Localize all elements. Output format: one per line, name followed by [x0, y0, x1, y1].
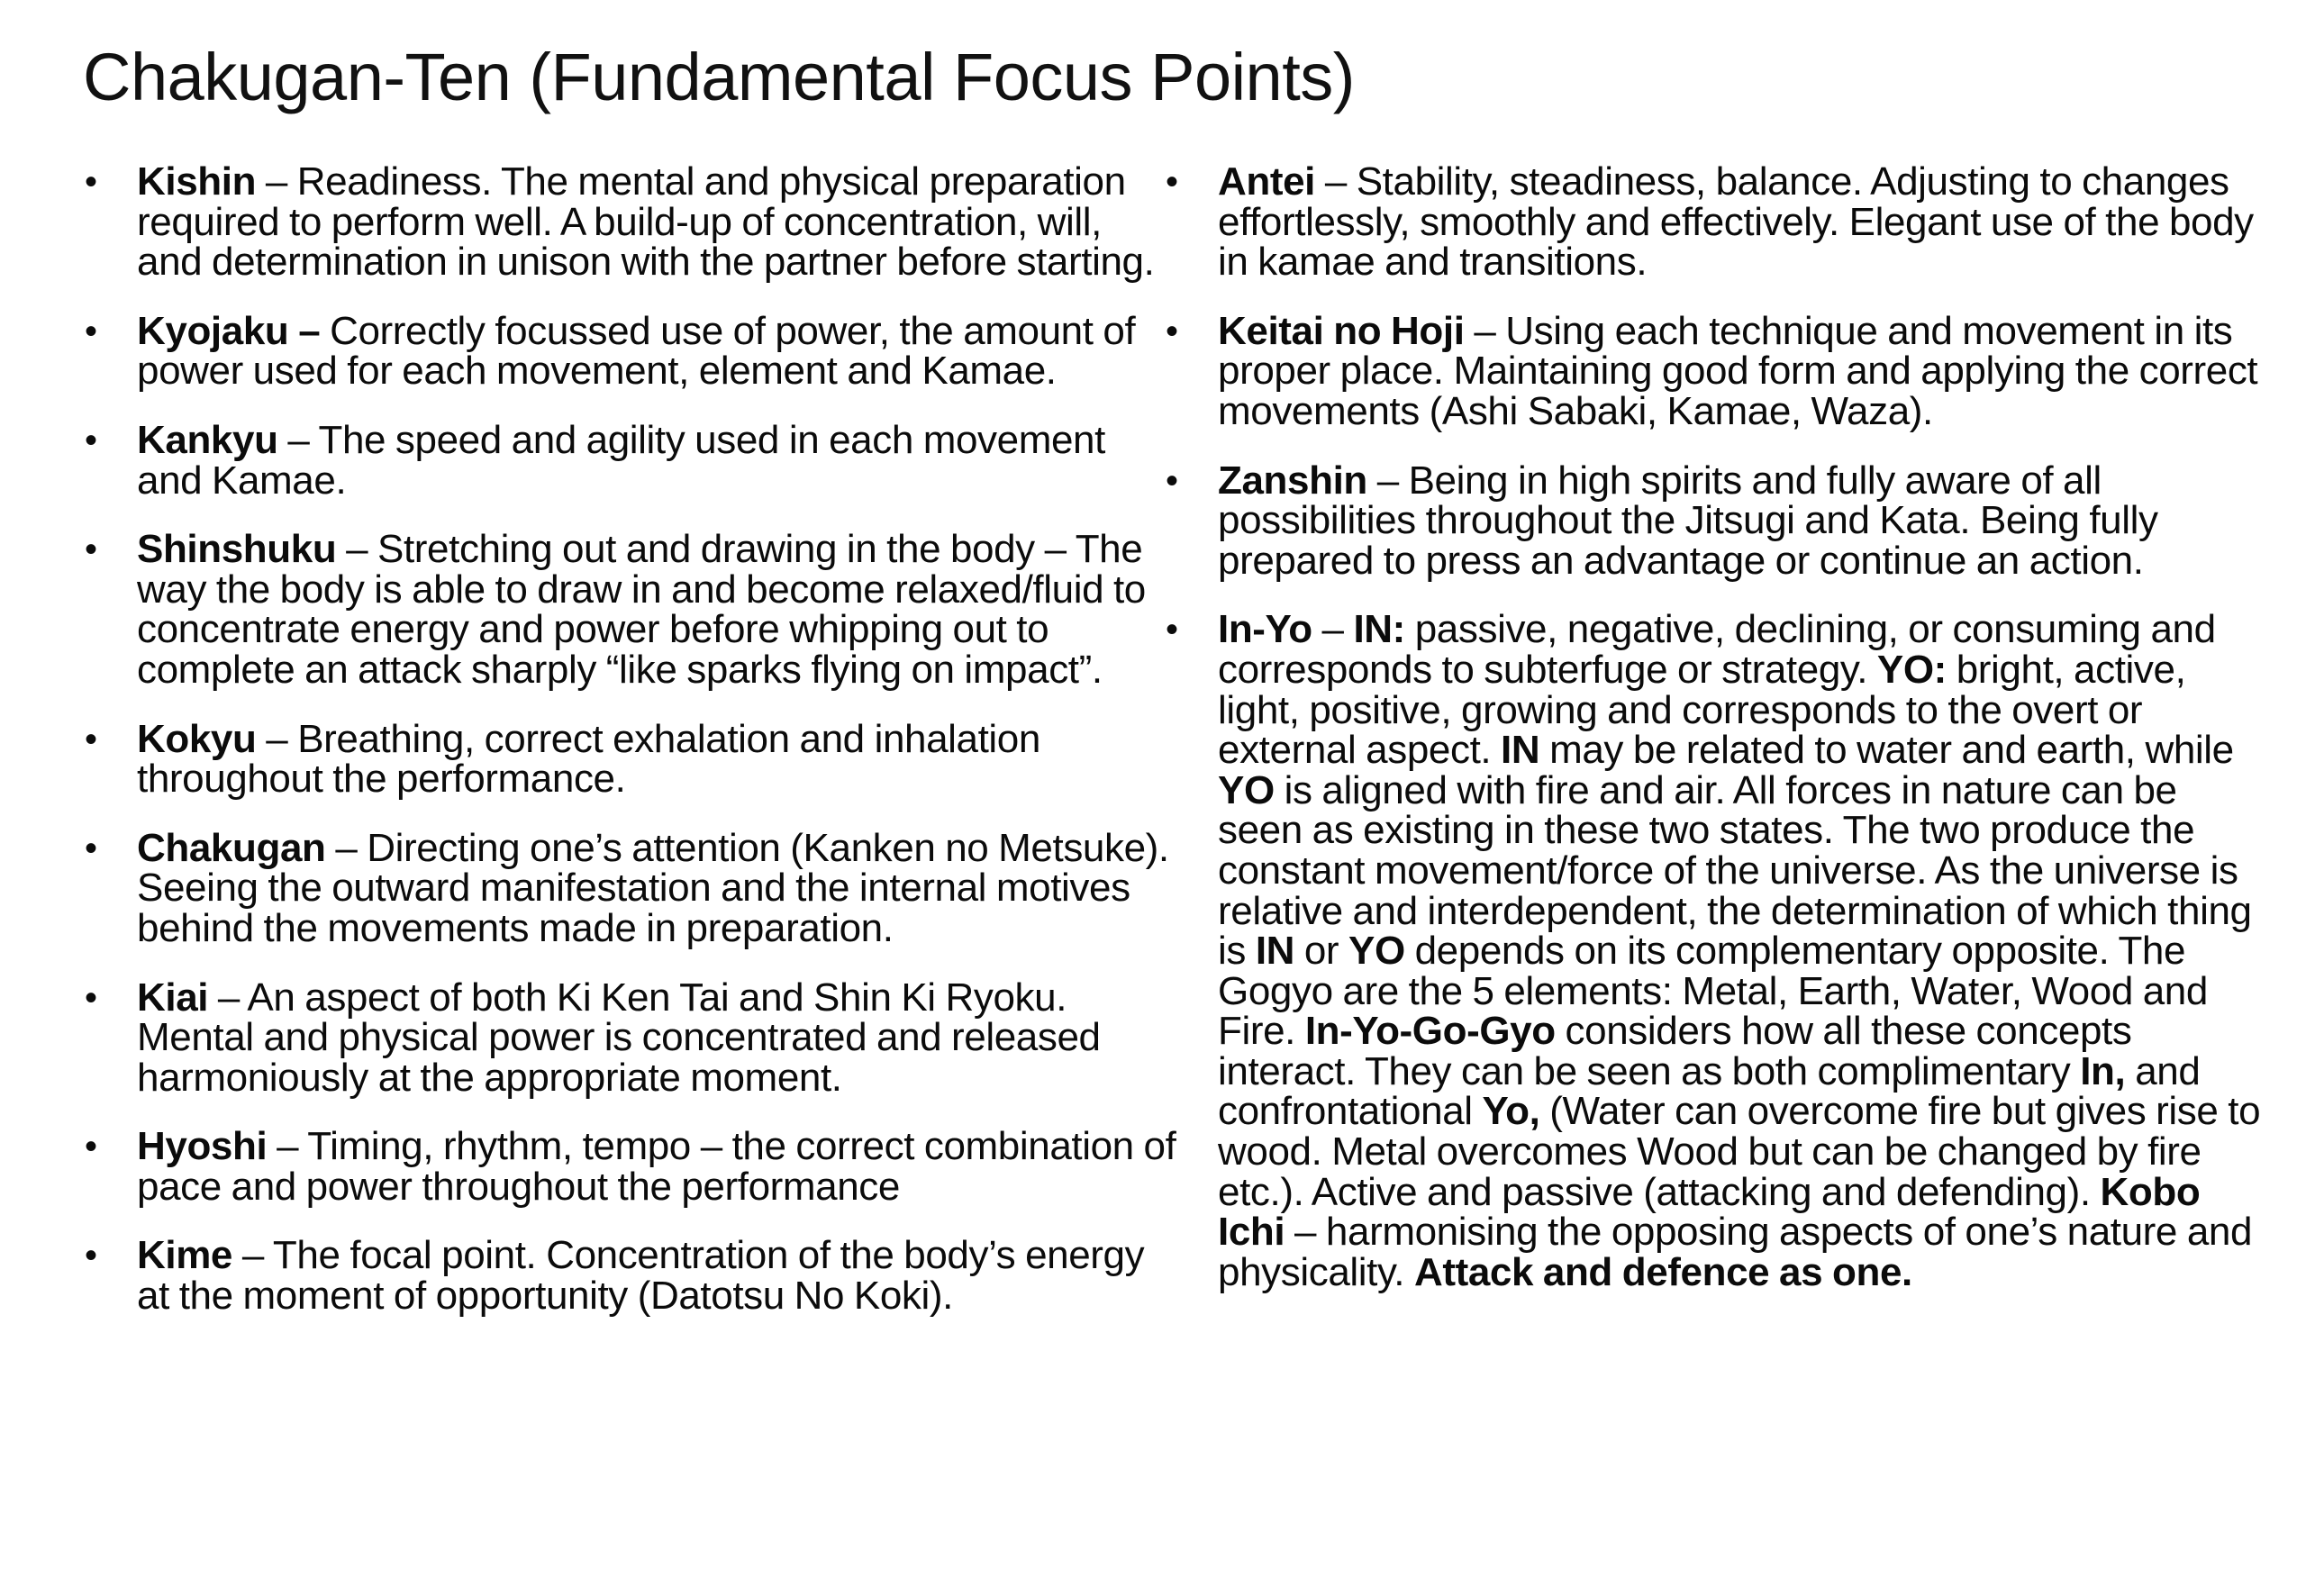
- bullet-item: [77, 159, 1176, 285]
- bullet-term: Shinshuku: [137, 527, 337, 572]
- bullet-icon: •: [85, 162, 97, 202]
- bullet-icon: •: [85, 977, 97, 1018]
- bullet-icon: •: [85, 311, 97, 351]
- in-yo-text: and confrontational: [1218, 1048, 2201, 1134]
- in-yo-text: may be related to water and earth, while: [1539, 728, 2234, 773]
- in-yo-text: depends on its complementary opposite. The Gogyo are the 5 elements: Metal, Earth, Water, Wood and Fire.: [1218, 929, 2208, 1054]
- bullet-term: Keitai no Hoji: [1218, 308, 1465, 353]
- bullet-text: – Timing, rhythm, tempo – the correct combination of pace and power throughout the performance: [137, 1124, 1176, 1209]
- kobo-ichi-label: Kobo Ichi: [1218, 1169, 2201, 1255]
- bullet-item: [77, 527, 1176, 692]
- bullet-term: Kyojaku –: [137, 308, 321, 353]
- in-yo-text: or: [1294, 929, 1348, 974]
- bullet-text: – An aspect of both Ki Ken Tai and Shin Ki Ryoku. Mental and physical power is concentrated and released harmoniously at the appropriate moment.: [137, 975, 1101, 1100]
- bullet-icon: •: [85, 719, 97, 759]
- bullet-text: – Stretching out and drawing in the body – The way the body is able to draw in and become relaxed/fluid to concentrate energy and power before whipping out to complete an attack sharply “like sparks flying on impact”.: [137, 527, 1146, 692]
- in-yo-text: is aligned with fire and air. All forces in nature can be seen as existing in these two states. The two produce the constant movement/force of the universe. As the universe is relative and interdependent, the determination of which thing is: [1218, 767, 2252, 974]
- bullet-item: [77, 308, 1176, 394]
- bullet-term: Kishin: [137, 159, 257, 204]
- bullet-icon: •: [85, 420, 97, 460]
- bullet-term: Antei: [1218, 159, 1316, 204]
- bullet-item: [1158, 308, 2266, 433]
- bullet-term: In-Yo: [1218, 607, 1312, 652]
- bullet-item: [77, 975, 1176, 1100]
- bullet-item: [77, 1124, 1176, 1209]
- in-yo-text: (Water can overcome fire but gives rise to wood. Metal overcomes Wood but can be changed by fire etc.). Active and passive (attacking and defending).: [1218, 1089, 2261, 1214]
- bullet-icon: •: [1166, 610, 1178, 650]
- bullet-text: – Breathing, correct exhalation and inhalation throughout the performance.: [137, 716, 1040, 802]
- in-yo-item: [1158, 607, 2266, 1294]
- in-label: IN:: [1353, 607, 1405, 652]
- in-yo-text: considers how all these concepts interact. They can be seen as both complimentary: [1218, 1009, 2132, 1093]
- bullet-text: – Readiness. The mental and physical preparation required to perform well. A build-up of concentration, will, and determination in unison with the partner before starting.: [137, 159, 1155, 285]
- in-label: IN: [1255, 929, 1295, 974]
- bullet-term: Kankyu: [137, 417, 278, 462]
- bullet-item: [1158, 159, 2266, 285]
- in-label: IN: [1501, 728, 1540, 773]
- in-yo-go-gyo-label: In-Yo-Go-Gyo: [1304, 1009, 1556, 1054]
- bullet-icon: •: [1166, 460, 1178, 501]
- bullet-icon: •: [85, 828, 97, 868]
- bullet-text: – The speed and agility used in each movement and Kamae.: [137, 417, 1105, 503]
- yo-label: YO: [1348, 929, 1405, 974]
- bullet-term: Kime: [137, 1233, 232, 1278]
- in-yo-text: passive, negative, declining, or consuming and corresponds to subterfuge or strategy.: [1218, 607, 2216, 692]
- slide-title: Chakugan-Ten (Fundamental Focus Points): [83, 40, 1355, 114]
- bullet-term: Hyoshi: [137, 1124, 268, 1169]
- bullet-icon: •: [85, 1127, 97, 1167]
- left-bullet-list: [77, 159, 1176, 1346]
- bullet-term: Kiai: [137, 975, 209, 1020]
- yo-label: Yo,: [1482, 1089, 1540, 1134]
- bullet-text: – The focal point. Concentration of the body’s energy at the moment of opportunity (Datotsu No Koki).: [137, 1233, 1145, 1319]
- closing-statement: Attack and defence as one.: [1413, 1249, 1912, 1294]
- bullet-item: [77, 825, 1176, 950]
- right-bullet-list: [1158, 159, 2266, 1321]
- bullet-item: [77, 417, 1176, 503]
- bullet-icon: •: [85, 1236, 97, 1276]
- bullet-item: [1158, 458, 2266, 583]
- bullet-term: Zanshin: [1218, 458, 1367, 503]
- yo-label: YO: [1218, 767, 1275, 812]
- bullet-icon: •: [85, 530, 97, 570]
- in-yo-text: – harmonising the opposing aspects of one’s nature and physicality.: [1218, 1210, 2253, 1294]
- in-yo-text: –: [1312, 607, 1354, 652]
- bullet-item: [77, 716, 1176, 802]
- bullet-item: [77, 1233, 1176, 1319]
- bullet-text: – Stability, steadiness, balance. Adjusting to changes effortlessly, smoothly and effectively. Elegant use of the body in kamae and transitions.: [1218, 159, 2254, 285]
- bullet-term: Chakugan: [137, 825, 326, 870]
- bullet-text: Correctly focussed use of power, the amount of power used for each movement, element and Kamae.: [137, 308, 1136, 394]
- bullet-icon: •: [1166, 162, 1178, 202]
- bullet-icon: •: [1166, 311, 1178, 351]
- bullet-term: Kokyu: [137, 716, 257, 761]
- yo-label: YO:: [1876, 647, 1947, 692]
- in-yo-text: bright, active, light, positive, growing and corresponds to the overt or external aspect.: [1218, 647, 2186, 773]
- bullet-text: – Being in high spirits and fully aware of all possibilities throughout the Jitsugi and Kata. Being fully prepared to press an advantage or continue an action.: [1218, 458, 2158, 583]
- in-label: In,: [2080, 1048, 2126, 1093]
- bullet-text: – Using each technique and movement in its proper place. Maintaining good form and applying the correct movements (Ashi Sabaki, Kamae, Waza).: [1218, 308, 2258, 433]
- bullet-text: – Directing one’s attention (Kanken no Metsuke). Seeing the outward manifestation and the internal motives behind the movements made in preparation.: [137, 825, 1169, 950]
